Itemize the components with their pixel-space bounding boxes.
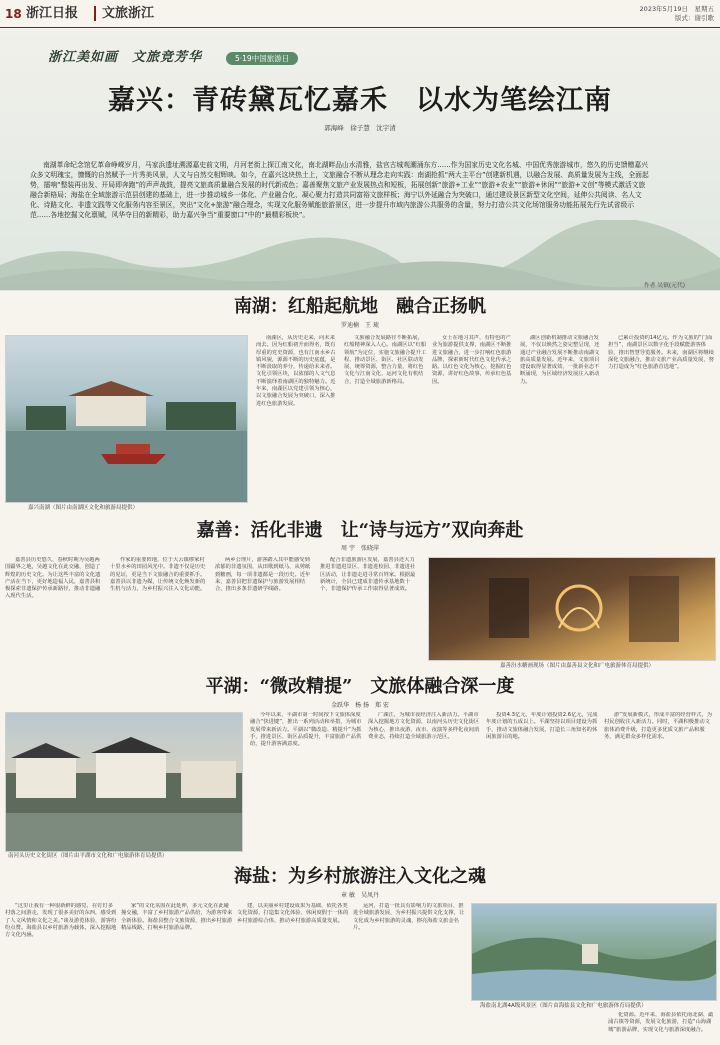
sugar-painting-scene xyxy=(429,558,716,661)
page-header xyxy=(0,0,720,28)
section-name: 文旅浙江 xyxy=(94,6,154,21)
pinghu-photo xyxy=(5,712,243,852)
jiashan-col-3: 两乡公理片，游客踏入其中能感受到浓郁的非遗氛围，从田歌到纸马、从剪纸到糖画，每一项非遗都是一段历史。近年来，嘉善县把非遗保护与旅游发展相结合，推出多条非遗研学线路。 xyxy=(215,557,311,593)
nanhu-col-1: 南湖区，从历史走来，向未来而去。因为红船初升而得名，既有厚重的党史资源，也有江南水乡古镇风貌，源源不断的历史底蕴，是不断汲取的养分，传递给未来者。文化引领区块，以浓郁的人文气息不断演绎着南湖区的独特魅力。近年来，南湖区以党建引领为核心，以文旅融合发展为突破口，深入推进红色旅游发展。 xyxy=(256,335,336,407)
nanhu-col-3: 女士在地习其声，有特色的产业为旅游提供支撑，南湖区不断推进文旅融合，进一步打响红色旅游品牌，探索新时代红色文化传承之路。以红色文化为核心，挖掘红色资源，讲好红色故事，传承红色基因。 xyxy=(432,335,512,385)
issue-info xyxy=(640,5,714,23)
issue-date: 2023年5月19日 星期五 xyxy=(639,5,714,13)
red-boat-scene xyxy=(6,336,248,503)
tourism-day-badge: 5·19中国旅游日 xyxy=(226,52,298,65)
nanhu-photo-caption: 嘉兴南湖（图片由南湖区文化和旅游局提供） xyxy=(28,505,139,511)
haiyan-photo xyxy=(471,903,717,1001)
pinghu-col-3: 投资4.3亿元，年度计划投资2.6亿元，完成年度计划的五成以上。平湖坚持以项目建设为抓手，推动文旅体融合发展，打造长三角知名的休闲旅游目的地。 xyxy=(486,712,598,740)
lake-scenery xyxy=(472,904,717,1001)
pinghu-col-1: 今年以来，平湖市第一时间按下文旅体深度融合“快进键”，推出一系列活动和举措，为城市发展带来新活力。平湖以“微改造、精提升”为抓手，推进景区、街区品质提升，丰富旅游产品供给，提升游客满意度。 xyxy=(250,712,362,748)
jiashan-byline: 周 宇 张晓萍 xyxy=(341,545,379,552)
nanhu-col-5: 已累计投资约14亿元。作为文旅的“门面担当”，南湖景区以数字化手段赋能游客体验，推出智慧导览服务。未来，南湖区将继续深化文旅融合，推动文旅产业高质量发展，努力打造成为“红色旅游首选地”。 xyxy=(608,335,714,371)
haiyan-col-4: 运河，打造一批具有影响力的文旅项目，推进全域旅游发展，为乡村振兴提供文化支撑，让文化成为乡村旅游的灵魂，擦亮海盐文旅金名片。 xyxy=(353,903,465,931)
landscape-illustration xyxy=(0,220,720,290)
jiashan-col-4: 配合非遗旅游区发展，嘉善县还大力推进非遗进景区、非遗进校园、非遗进社区活动，让非遗走进寻常百姓家。根据最新统计，全县已建成非遗传承基地数十个，非遗保护传承工作取得显著成效。 xyxy=(320,557,416,593)
newspaper-name: 浙江日报 xyxy=(26,6,79,21)
pinghu-col-4: 游“发展新模式，形成丰富的经营样式，为村民创收注入新活力。同时，平湖积极推动文旅体消费升级，打造更多优质文旅产品和服务，满足群众多样化需求。 xyxy=(604,712,713,740)
lead-paragraph: 南湖革命纪念馆忆革命峥嵘岁月，马家浜遗址溯源嘉史前文明，月河老街上探江南文化，南北湖畔品山水清雅，盐官古城观潮涌东方……作为国家历史文化名城、中国优秀旅游城市，悠久的历史馈赠嘉兴众多文明瑰宝，慷慨的自然赋予一片秀美风景，人文与自然交相辉映。如今，在嘉兴这块热土上，文旅融合不断从理念走向实践：南湖抢抓“两大主平台”创建新机遇，以融合发展、高质量发展为主线，全面起势，擂响“整装再出发、开局即奔跑”的声声战鼓，提亮文旅高质量融合发展的时代新成色；嘉善聚焦文旅产业发展热点和短板，拓展创新“旅游+工业”“旅游+农业”“旅游+休闲”“旅游+文创”等模式激活文旅融合新格局；海盐在全域旅游示范县创建的基础上，进一步推动城乡一体化、产业融合化、凝心聚力打造共同富裕文旅样板；海宁以外延融合为突破口，通过建设景区新型文化空间，延伸公共阅读、名人文化、诗路文化、非遗文践等文化服务内容至景区，突出“文化+旅游”融合理念，实现文化服务赋能旅游景区，进一步提升市域内旅游公共服务的含量，努力打造公共文化场馆服务功能拓展先行先试省级示范……各地挖掘文化禀赋，风华夺目的新精彩，助力嘉兴争当“重要窗口”中的“最精彩板块”。 xyxy=(30,161,649,219)
jiashan-photo xyxy=(428,557,716,661)
pinghu-headline: 平湖：“微改精提” 文旅体融合深一度 xyxy=(205,676,515,697)
haiyan-byline: 章 敏 吴凤丹 xyxy=(341,892,379,899)
haiyan-photo-caption: 海盐南北湖4A级风景区（图片由海盐县文化和广电旅游体育局提供） xyxy=(480,1003,647,1009)
nanhu-col-4: 湖区创新机制推动文旅融合发展，不仅以焕然之姿完整呈现，还通过产业融合发展不断推动南湖文旅高质量发展。近年来，文旅项目建设取得显著成效，一批新业态不断涌现，为区域经济发展注入新动力。 xyxy=(520,335,600,385)
layout-editor: 版式：谢引歌 xyxy=(675,14,714,22)
ancient-street-scene xyxy=(6,713,243,852)
haiyan-col-1: “这里让我有一种很新鲜的感觉，在钉钉多村落之间游走，发现了很多美好的东西，感受到了人文风情和文化之美。”谈及游览体验，游客纷纷点赞。海盐县以乡村旅游为载体，深入挖掘地方文化内涵。 xyxy=(5,903,117,939)
haiyan-headline: 海盐：为乡村旅游注入文化之魂 xyxy=(234,866,486,887)
jiashan-col-2: 作家的重要阵地，位于大云镇缪家村十里水乡的田园风光中。非遗不仅是历史的见证，更是当下文旅融合的重要抓手。嘉善县以非遗为媒，让传统文化焕发新的生机与活力，为乡村振兴注入文化动能。 xyxy=(110,557,206,593)
jiashan-photo-caption: 嘉善汾水糖画现场（图片由嘉善县文化和广电旅游体育局提供） xyxy=(500,663,655,669)
nanhu-photo xyxy=(5,335,248,503)
pinghu-photo-caption: 南河头历史文化街区（图片由平湖市文化和广电旅游体育局提供） xyxy=(8,853,168,859)
nanhu-byline: 罗迪楠 王 琉 xyxy=(341,322,379,329)
hero-slogan: 浙江美如画 文旅竞芳华 xyxy=(48,50,203,65)
haiyan-col-5: 化资源。近年来，海盐县依托南北湖、澉浦古镇等资源，发展文化旅游，打造“山海湖城”旅游品牌，实现文化与旅游深度融合。 xyxy=(608,1012,714,1033)
nanhu-headline: 南湖：红船起航地 融合正扬帆 xyxy=(234,296,486,317)
jiashan-col-1: 嘉善县历史悠久，春秋时期为吴越两国疆界之地，吴越文化在此交融，创造了辉煌的历史文化。为让这些丰富的文化遗产活在当下，更好地造福人民，嘉善县积极探索非遗保护传承新路径，推动非遗融入现代生活。 xyxy=(5,557,101,600)
page-number: 18 xyxy=(5,7,22,21)
haiyan-col-2: 家”的文化氛围在此延伸，多元文化在此碰撞交融，丰富了乡村旅游产品供给，为游客带来全新体验。海盐县整合文旅资源，推出乡村旅游精品线路，打响乡村旅游品牌。 xyxy=(121,903,233,931)
haiyan-col-3: 建，以美丽乡村建设成果为基础，依托各类文化资源，打造集文化体验、休闲度假于一体的乡村旅游综合体，推动乡村旅游高质量发展。 xyxy=(237,903,349,924)
pinghu-byline: 金跃华 杨 扬 郑 宏 xyxy=(331,702,389,709)
illustration-caption: 作者 吴镇(元代) xyxy=(643,283,685,289)
jiashan-headline: 嘉善：活化非遗 让“诗与远方”双向奔赴 xyxy=(196,520,524,541)
pinghu-col-2: 广湖江，为城市夜经济注入新活力。平湖市深入挖掘地方文化资源，以南河头历史文化街区为核心，推出夜游、夜市、夜演等多样化夜间消费业态，持续打造全域旅游示范区。 xyxy=(368,712,480,740)
nanhu-col-2: 文旅融合发展路径不断拓展，红船精神深入人心。南湖区以“红船领航”为定位，实施文旅融合提升工程，推动景区、街区、社区联动发展，统筹资源，整合力量，将红色文化与江南文化、运河文化有机结合，打造全域旅游新格局。 xyxy=(344,335,427,385)
main-byline: 郭海峰 徐子慧 沈宇清 xyxy=(324,124,396,132)
main-headline: 嘉兴：青砖黛瓦忆嘉禾 以水为笔绘江南 xyxy=(108,85,612,116)
